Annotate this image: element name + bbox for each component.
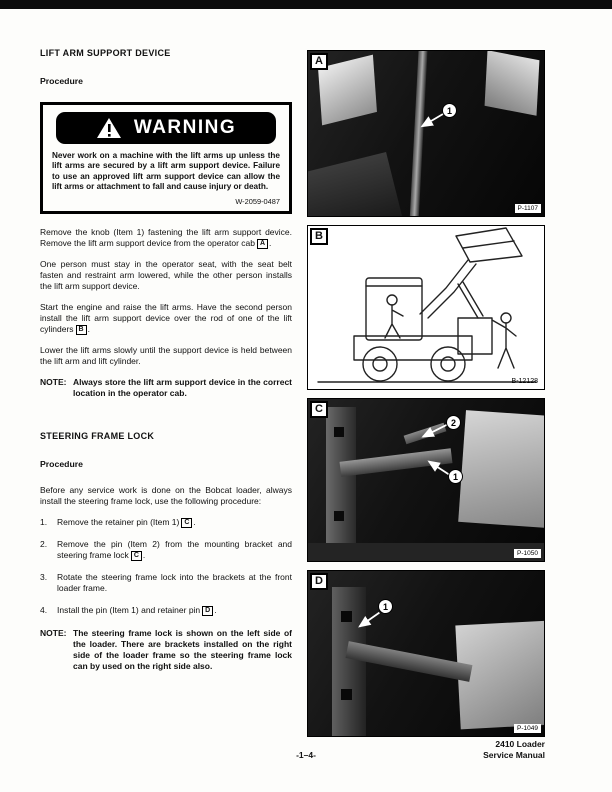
step-body: Rotate the steering frame lock into the brackets at the front loader frame. <box>57 572 292 594</box>
figure-b-drawing <box>307 225 545 390</box>
photo-id: P-1049 <box>514 724 541 733</box>
photo-id: P-1107 <box>515 204 541 213</box>
scan-artifact-bar <box>0 0 612 9</box>
figure-ref-c: C <box>181 518 192 528</box>
paragraph <box>40 485 292 507</box>
step-period: . <box>142 550 146 561</box>
manual-title-line2: Service Manual <box>483 749 545 760</box>
step-text <box>57 605 292 616</box>
procedure-step <box>40 517 292 528</box>
manual-title-footer <box>483 739 545 760</box>
paragraph <box>40 302 292 335</box>
step-body: Remove the retainer pin (Item 1) <box>57 517 180 528</box>
step-body: Remove the pin (Item 2) from the mounting bracket and steering frame lock <box>57 539 292 561</box>
callout-1: 1 <box>448 469 463 484</box>
section-title-lift-arm: LIFT ARM SUPPORT DEVICE <box>40 48 171 58</box>
photo-lock-bar-shape <box>340 448 453 477</box>
paragraph-period: . <box>87 324 90 335</box>
warning-header <box>56 112 276 144</box>
figure-c-label: C <box>310 401 328 418</box>
photo-support-rod-shape <box>409 50 427 217</box>
paragraph <box>40 227 292 249</box>
procedure-step <box>40 605 292 616</box>
figure-ref-a: A <box>257 239 268 249</box>
step-text <box>57 539 292 561</box>
callout-1: 1 <box>378 599 393 614</box>
paragraph <box>40 259 292 292</box>
manual-title-line1: 2410 Loader <box>495 739 545 749</box>
paragraph-text: Lower the lift arms slowly until the support device is held between the lift arm and lift cylinder. <box>40 345 292 367</box>
page-number: -1–4- <box>296 750 316 760</box>
step-number: 4. <box>40 605 48 616</box>
figure-a-photo <box>307 50 545 217</box>
step-text <box>57 572 292 594</box>
procedure-step <box>40 572 292 594</box>
photo-highlight-shape <box>485 50 540 116</box>
callout-2: 2 <box>446 415 461 430</box>
photo-bracket-shape <box>332 587 366 737</box>
step-number: 2. <box>40 539 48 550</box>
paragraph-text: One person must stay in the operator seat, with the seat belt fasten and restraint arm lowered, while the other person installs the lift arm support device. <box>40 259 292 292</box>
figure-c-photo <box>307 398 545 562</box>
note-text: The steering frame lock is shown on the left side of the loader. There are brackets installed on the right side of the loader frame so the steering frame lock can by used on the right side also. <box>73 628 292 672</box>
warning-box <box>40 102 292 214</box>
warning-body-text: Never work on a machine with the lift arms up unless the lift arms are secured by a lift arm support device. Failure to use an approved lift arm support device can allow the lift arms or attachment to fall and cause injury or death. <box>52 151 280 191</box>
figure-d-label: D <box>310 573 328 590</box>
step-period: . <box>214 605 217 616</box>
photo-highlight-shape <box>308 543 545 562</box>
warning-code: W-2059-0487 <box>235 197 280 207</box>
photo-id: P-1050 <box>514 549 541 558</box>
figure-d-photo <box>307 570 545 737</box>
paragraph-period: . <box>269 238 272 249</box>
paragraph-text: Start the engine and raise the lift arms. Have the second person install the lift arm support device over the rod of one of the lift cylinders <box>40 302 292 335</box>
step-number: 3. <box>40 572 48 583</box>
figure-b-label: B <box>310 228 328 245</box>
warning-title: WARNING <box>133 117 237 138</box>
photo-pin-shape <box>404 423 447 445</box>
note-label: NOTE: <box>40 377 67 388</box>
procedure-step <box>40 539 292 561</box>
photo-highlight-shape <box>307 152 403 217</box>
figure-ref-c: C <box>131 551 142 561</box>
callout-1: 1 <box>442 103 457 118</box>
section-title-steering-frame-lock: STEERING FRAME LOCK <box>40 431 155 442</box>
step-number: 1. <box>40 517 48 528</box>
note-label: NOTE: <box>40 628 67 639</box>
text-column <box>40 48 292 672</box>
photo-bracket-hole <box>341 611 352 622</box>
figure-ref-b: B <box>76 325 87 335</box>
procedure-label: Procedure <box>40 459 83 470</box>
step-text <box>57 517 292 528</box>
photo-bracket-hole <box>334 427 344 437</box>
procedure-label: Procedure <box>40 76 83 86</box>
paragraph <box>40 345 292 367</box>
note-text: Always store the lift arm support device in the correct location in the operator cab. <box>73 377 292 399</box>
step-period: . <box>193 517 196 528</box>
step-body: Install the pin (Item 1) and retainer pin <box>57 605 201 616</box>
figure-ref-d: D <box>202 606 213 616</box>
figure-a-label: A <box>310 53 328 70</box>
loader-line-drawing <box>308 226 544 389</box>
photo-bracket-hole <box>334 511 344 521</box>
photo-highlight-shape <box>458 410 545 528</box>
photo-bracket-hole <box>341 689 352 700</box>
warning-triangle-icon <box>96 117 122 139</box>
paragraph-text: Remove the knob (Item 1) fastening the lift arm support device. Remove the lift arm support device from the operator cab <box>40 227 292 249</box>
paragraph-text: Before any service work is done on the Bobcat loader, always install the steering frame lock, use the following procedure: <box>40 485 292 507</box>
note-block <box>40 628 292 672</box>
photo-id: B-12128 <box>511 378 538 385</box>
note-block <box>40 377 292 399</box>
